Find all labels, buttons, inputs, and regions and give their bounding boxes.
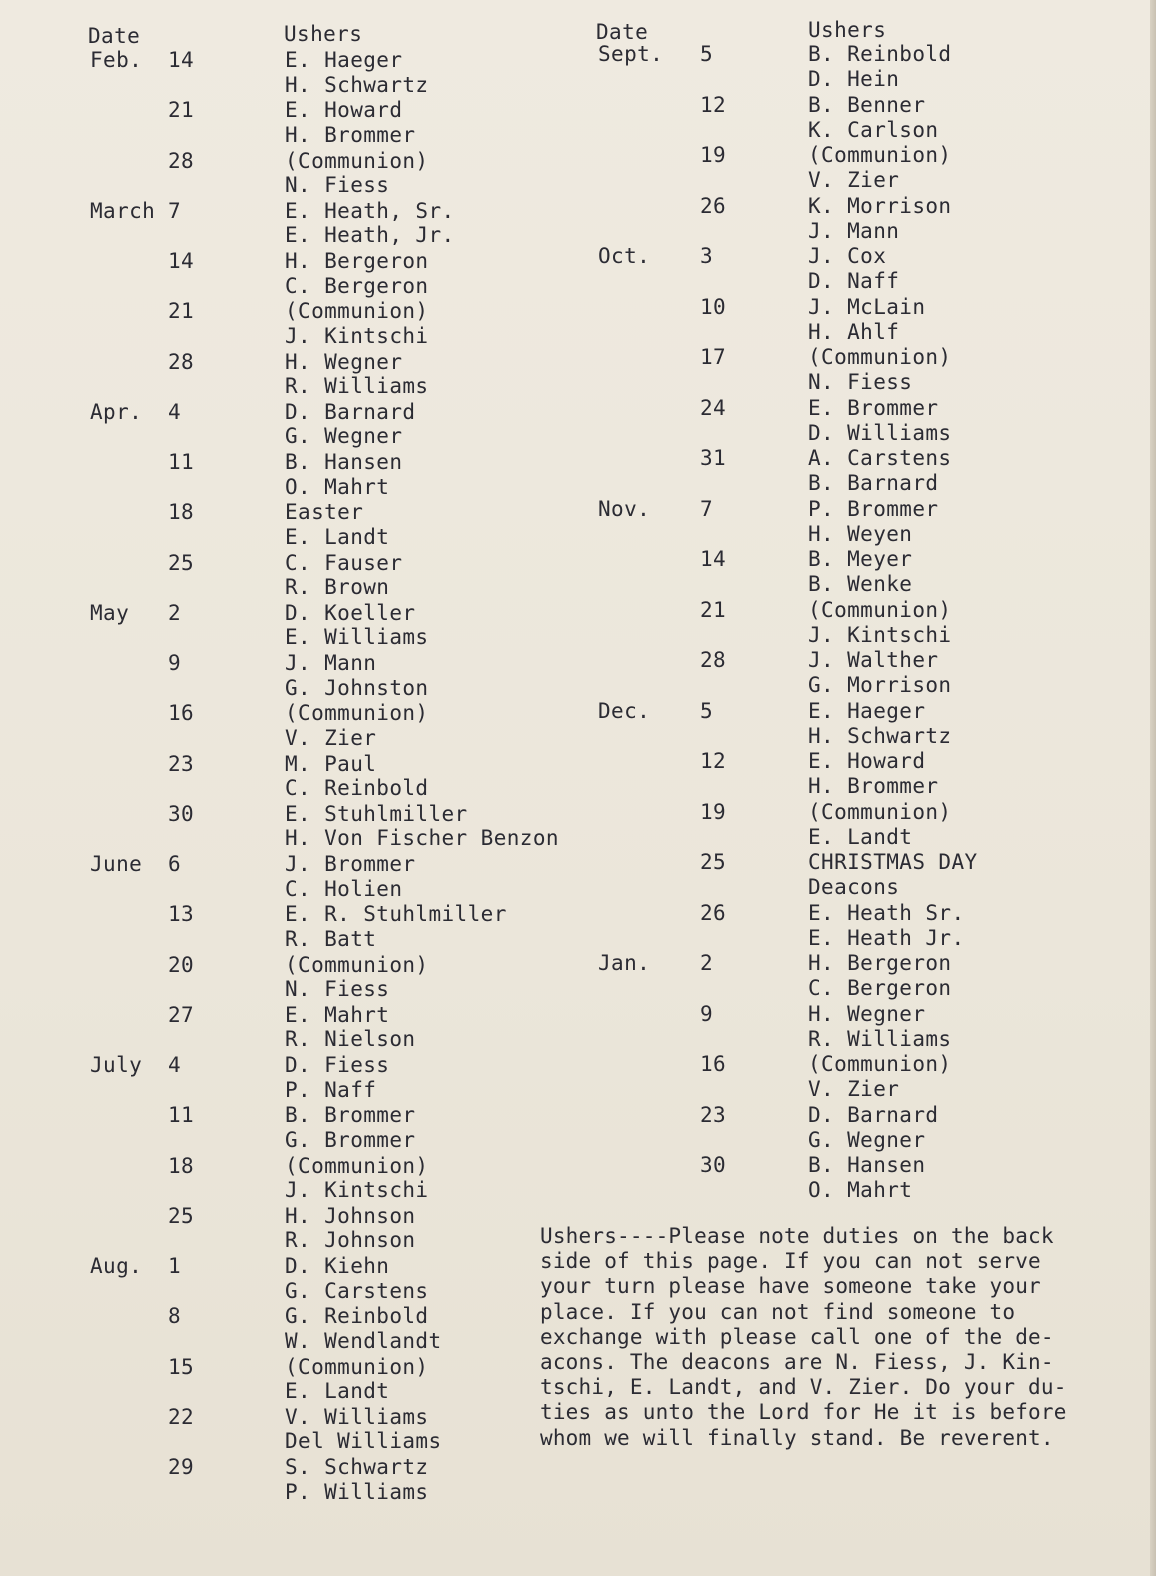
usher-name: K. Carlson <box>808 117 939 142</box>
header-ushers-left: Ushers <box>284 22 363 46</box>
note-line: acons. The deacons are N. Fiess, J. Kin- <box>540 1350 1054 1375</box>
usher-name: C. Holien <box>285 876 403 901</box>
note-line: place. If you can not find someone to <box>540 1299 1016 1324</box>
usher-name: H. Ahlf <box>808 319 900 344</box>
note-line: ties as unto the Lord for He it is before <box>540 1400 1067 1425</box>
usher-name: D. Fiess <box>285 1053 390 1077</box>
usher-name: E. Brommer <box>808 395 939 420</box>
date-day: 12 <box>700 749 727 773</box>
date-month: June <box>90 852 143 876</box>
date-day: 11 <box>168 1103 195 1128</box>
usher-name: N. Fiess <box>285 173 390 197</box>
date-day: 16 <box>168 701 195 726</box>
usher-name: S. Schwartz <box>285 1455 429 1479</box>
usher-name: W. Wendlandt <box>285 1328 442 1353</box>
usher-name: E. Howard <box>808 749 926 773</box>
usher-name: H. Bergeron <box>808 951 952 975</box>
date-day: 11 <box>168 450 195 474</box>
usher-name: M. Paul <box>285 751 377 776</box>
header-date-right: Date <box>596 20 649 44</box>
usher-name: J. Cox <box>808 244 887 268</box>
date-month: March <box>90 198 156 223</box>
usher-name: J. Kintschi <box>808 622 952 647</box>
usher-name: B. Meyer <box>808 547 913 571</box>
usher-name: B. Hansen <box>285 450 403 474</box>
usher-name: E. Stuhlmiller <box>285 801 468 826</box>
usher-name: Deacons <box>808 875 900 899</box>
usher-name: E. Haeger <box>285 48 403 72</box>
usher-name: CHRISTMAS DAY <box>808 850 978 874</box>
date-day: 9 <box>700 1001 714 1026</box>
usher-name: H. Johnson <box>285 1203 416 1228</box>
usher-name: J. Mann <box>285 651 377 675</box>
usher-name: G. Wegner <box>285 424 403 449</box>
usher-name: J. Kintschi <box>285 1178 429 1202</box>
usher-name: H. Wegner <box>285 349 403 374</box>
date-month: Jan. <box>598 951 651 975</box>
usher-name: B. Barnard <box>808 471 939 495</box>
usher-name: C. Reinbold <box>285 776 429 800</box>
date-day: 28 <box>700 648 727 672</box>
date-day: 26 <box>700 193 727 218</box>
date-day: 14 <box>700 547 727 571</box>
date-month: Dec. <box>598 698 651 723</box>
usher-name: H. Brommer <box>808 774 939 798</box>
date-month: Oct. <box>598 244 651 268</box>
date-day: 8 <box>168 1304 182 1329</box>
date-day: 1 <box>168 1254 182 1278</box>
date-day: 7 <box>700 496 714 521</box>
usher-name: H. Weyen <box>808 521 913 546</box>
usher-name: K. Morrison <box>808 193 952 218</box>
usher-name: (Communion) <box>808 799 952 824</box>
date-month: Nov. <box>598 496 651 521</box>
usher-name: R. Nielson <box>285 1027 416 1052</box>
header-ushers-right: Ushers <box>808 18 887 42</box>
usher-name: D. Williams <box>808 420 952 445</box>
date-day: 26 <box>700 900 727 925</box>
usher-name: C. Fauser <box>285 550 403 575</box>
usher-name: G. Reinbold <box>285 1304 429 1329</box>
usher-name: N. Fiess <box>808 370 913 394</box>
date-day: 30 <box>168 801 195 826</box>
note-line: your turn please have someone take your <box>540 1274 1041 1299</box>
usher-name: E. Williams <box>285 625 429 650</box>
usher-name: (Communion) <box>285 1153 429 1178</box>
ushers-note <box>540 1224 1140 1451</box>
usher-name: (Communion) <box>285 299 429 324</box>
usher-name: V. Zier <box>808 168 900 192</box>
date-day: 12 <box>700 92 727 117</box>
usher-name: J. Mann <box>808 218 900 243</box>
usher-name: E. Mahrt <box>285 1002 390 1027</box>
date-day: 22 <box>168 1404 195 1429</box>
usher-name: H. Schwartz <box>285 72 429 97</box>
date-day: 14 <box>168 249 195 273</box>
usher-name: N. Fiess <box>285 977 390 1001</box>
date-day: 16 <box>700 1052 727 1076</box>
usher-name: R. Brown <box>285 575 390 599</box>
usher-name: R. Johnson <box>285 1228 416 1253</box>
usher-name: B. Reinbold <box>808 42 952 66</box>
usher-name: D. Koeller <box>285 600 416 625</box>
note-line: Ushers----Please note duties on the back <box>540 1224 1054 1248</box>
note-line: exchange with please call one of the de- <box>540 1324 1054 1349</box>
usher-name: D. Naff <box>808 269 900 293</box>
usher-name: V. Zier <box>808 1077 900 1101</box>
date-day: 5 <box>700 42 714 66</box>
usher-name: (Communion) <box>808 597 952 622</box>
usher-name: E. Landt <box>285 524 390 549</box>
usher-name: E. Heath Jr. <box>808 925 965 950</box>
usher-name: P. Brommer <box>808 496 939 521</box>
date-day: 30 <box>700 1153 727 1177</box>
usher-name: (Communion) <box>285 952 429 977</box>
usher-name: H. Wegner <box>808 1001 926 1026</box>
usher-name: R. Williams <box>285 374 429 398</box>
date-day: 21 <box>700 597 727 622</box>
usher-name: E. Heath, Jr. <box>285 223 455 248</box>
usher-name: E. R. Stuhlmiller <box>285 902 507 927</box>
usher-name: R. Williams <box>808 1026 952 1051</box>
usher-name: G. Carstens <box>285 1278 429 1303</box>
date-day: 5 <box>700 698 714 723</box>
usher-name: G. Brommer <box>285 1127 416 1152</box>
usher-name: R. Batt <box>285 926 377 951</box>
date-day: 18 <box>168 1153 195 1178</box>
usher-name: E. Landt <box>285 1379 390 1403</box>
usher-name: D. Hein <box>808 67 900 91</box>
date-day: 24 <box>700 395 727 420</box>
date-day: 27 <box>168 1002 195 1027</box>
note-line: tschi, E. Landt, and V. Zier. Do your du- <box>540 1375 1067 1400</box>
date-day: 28 <box>168 349 195 374</box>
usher-name: Easter <box>285 500 364 525</box>
date-day: 21 <box>168 98 195 123</box>
usher-name: (Communion) <box>808 143 952 167</box>
usher-name: H. Schwartz <box>808 723 952 748</box>
usher-name: D. Barnard <box>285 399 416 424</box>
paper-edge <box>1150 0 1156 1576</box>
date-day: 21 <box>168 299 195 324</box>
usher-name: E. Heath, Sr. <box>285 198 455 223</box>
date-day: 9 <box>168 651 182 675</box>
usher-name: V. Zier <box>285 725 377 750</box>
usher-name: (Communion) <box>808 1052 952 1076</box>
date-day: 25 <box>168 1203 195 1228</box>
usher-name: J. McLain <box>808 294 926 319</box>
date-day: 19 <box>700 143 727 167</box>
usher-name: J. Walther <box>808 648 939 672</box>
header-date-left: Date <box>88 24 141 48</box>
usher-name: E. Heath Sr. <box>808 900 965 925</box>
usher-name: C. Bergeron <box>808 976 952 1000</box>
date-month: Sept. <box>598 42 664 66</box>
date-month: Feb. <box>90 48 143 72</box>
usher-name: (Communion) <box>285 148 429 173</box>
note-line: side of this page. If you can not serve <box>540 1249 1041 1274</box>
date-month: Aug. <box>90 1254 143 1278</box>
usher-name: O. Mahrt <box>808 1178 913 1202</box>
usher-name: A. Carstens <box>808 446 952 470</box>
note-line: whom we will finally stand. Be reverent. <box>540 1425 1054 1450</box>
date-day: 7 <box>168 198 182 223</box>
date-day: 14 <box>168 48 195 72</box>
date-day: 23 <box>700 1102 727 1127</box>
usher-name: G. Morrison <box>808 673 952 697</box>
date-day: 3 <box>700 244 714 268</box>
usher-name: E. Landt <box>808 824 913 849</box>
date-day: 15 <box>168 1354 195 1379</box>
date-day: 10 <box>700 294 727 319</box>
date-day: 4 <box>168 399 182 424</box>
date-month: May <box>90 600 130 625</box>
usher-name: J. Kintschi <box>285 323 429 348</box>
usher-name: H. Bergeron <box>285 249 429 273</box>
date-month: Apr. <box>90 399 143 424</box>
date-day: 17 <box>700 345 727 369</box>
usher-name: C. Bergeron <box>285 273 429 298</box>
usher-name: P. Naff <box>285 1077 377 1102</box>
usher-name: B. Brommer <box>285 1103 416 1128</box>
usher-name: E. Haeger <box>808 698 926 723</box>
usher-name: H. Brommer <box>285 122 416 147</box>
date-day: 4 <box>168 1053 182 1077</box>
date-day: 28 <box>168 148 195 173</box>
usher-name: (Communion) <box>808 345 952 369</box>
usher-name: G. Wegner <box>808 1127 926 1152</box>
date-day: 6 <box>168 852 182 876</box>
usher-name: B. Wenke <box>808 572 913 596</box>
date-day: 13 <box>168 902 195 927</box>
usher-name: H. Von Fischer Benzon <box>285 826 559 851</box>
usher-name: J. Brommer <box>285 852 416 876</box>
date-day: 25 <box>700 850 727 874</box>
date-day: 23 <box>168 751 195 776</box>
usher-name: (Communion) <box>285 701 429 726</box>
date-day: 18 <box>168 500 195 525</box>
usher-name: P. Williams <box>285 1479 429 1504</box>
date-day: 2 <box>168 600 182 625</box>
usher-name: D. Barnard <box>808 1102 939 1127</box>
date-day: 20 <box>168 952 195 977</box>
usher-name: B. Benner <box>808 92 926 117</box>
usher-name: Del Williams <box>285 1429 442 1454</box>
usher-name: V. Williams <box>285 1404 429 1429</box>
usher-name: E. Howard <box>285 98 403 123</box>
usher-name: D. Kiehn <box>285 1254 390 1278</box>
date-day: 29 <box>168 1455 195 1479</box>
usher-name: G. Johnston <box>285 675 429 700</box>
usher-name: B. Hansen <box>808 1153 926 1177</box>
date-day: 19 <box>700 799 727 824</box>
date-day: 2 <box>700 951 714 975</box>
date-month: July <box>90 1053 143 1077</box>
usher-name: (Communion) <box>285 1354 429 1379</box>
date-day: 25 <box>168 550 195 575</box>
usher-name: O. Mahrt <box>285 474 390 499</box>
date-day: 31 <box>700 446 727 470</box>
